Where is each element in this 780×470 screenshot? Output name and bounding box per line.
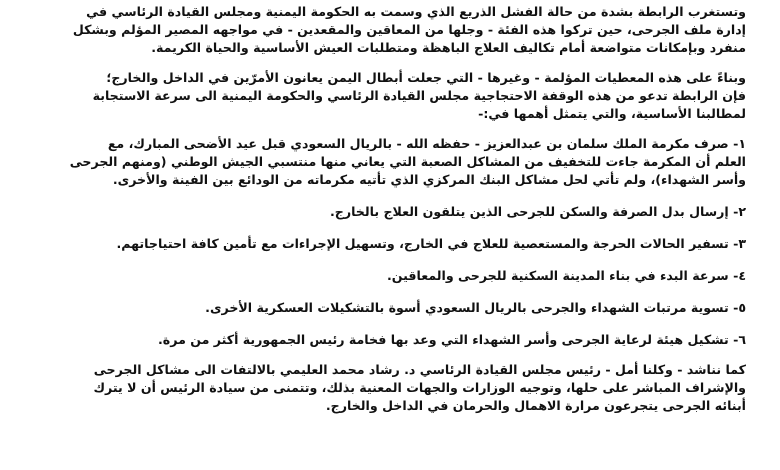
text-line: أبنائه الجرحى يتجرعون مرارة الاهمال والحرمان في الداخل والخارج. bbox=[325, 398, 746, 413]
text-line: وتستغرب الرابطة بشدة من حالة الفشل الذريع الذي وسمت به الحكومة اليمنية ومجلس القيادة الرئاسي في bbox=[86, 4, 746, 19]
text-line: ٣- تسفير الحالات الحرجة والمستعصية للعلاج في الخارج، وتسهيل الإجراءات مع تأمين كافة احتياجاتهم. bbox=[116, 236, 746, 251]
text-line: لمطالبنا الأساسية، والتي يتمثل أهمها في:- bbox=[478, 106, 746, 121]
intro-paragraph bbox=[30, 3, 746, 57]
text-line: وأسر الشهداء)، ولم تأتي لحل مشاكل البنك المركزي الذي تأتيه مكرماته من الودائع بين الفينة والأخرى. bbox=[112, 172, 746, 187]
text-line: والإشراف المباشر على حلها، وتوجيه الوزارات والجهات المعنية بذلك، وتتمنى من سيادة الرئيس أن لا يترك bbox=[93, 380, 746, 395]
text-line: منفرد وبإمكانات متواضعة أمام تكاليف العلاج الباهظة ومتطلبات العيش الأساسية والحياة الكريمة. bbox=[151, 40, 746, 55]
text-line: فإن الرابطة تدعو من هذه الوقفة الاحتجاجية مجلس القيادة الرئاسي والحكومة اليمنية الى سرعة الاستجابة bbox=[92, 88, 746, 103]
demand-item-2 bbox=[30, 203, 746, 221]
text-line: ١- صرف مكرمة الملك سلمان بن عبدالعزيز - حفظه الله - بالريال السعودي قبل عيد الأضحى المبارك، مع bbox=[107, 136, 746, 151]
demand-item-4 bbox=[30, 267, 746, 285]
text-line: إدارة ملف الجرحى، حين تركوا هذه الفئة - وجلها من المعاقين والمقعدين - في مواجهه المصير المؤلم وبشكل bbox=[72, 22, 746, 37]
text-line: ٢- إرسال بدل الصرفة والسكن للجرحى الذين يتلقون العلاج بالخارج. bbox=[329, 204, 746, 219]
demand-item-6 bbox=[30, 331, 746, 349]
demand-item-5 bbox=[30, 299, 746, 317]
text-line: العلم أن المكرمة جاءت للتخفيف من المشاكل الصعبة التي يعاني منها منتسبي الجيش الوطني (ومنهم الجرحى bbox=[69, 154, 746, 169]
demand-item-1 bbox=[30, 135, 746, 189]
text-line: كما نناشد - وكلنا أمل - رئيس مجلس القيادة الرئاسي د. رشاد محمد العليمي بالالتفات الى مشاكل الجرحى bbox=[93, 362, 746, 377]
text-line: ٥- تسوية مرتبات الشهداء والجرحى بالريال السعودي أسوة بالتشكيلات العسكرية الأخرى. bbox=[205, 300, 746, 315]
text-line: ٦- تشكيل هيئة لرعاية الجرحى وأسر الشهداء التي وعد بها فخامة رئيس الجمهورية أكثر من مرة. bbox=[158, 332, 746, 347]
closing-paragraph bbox=[30, 361, 746, 415]
demand-item-3 bbox=[30, 235, 746, 253]
text-line: وبناءً على هذه المعطيات المؤلمة - وغيرها - التي جعلت أبطال اليمن يعانون الأمرّين في الداخل والخارج؛ bbox=[106, 70, 746, 85]
basis-paragraph bbox=[30, 69, 746, 123]
text-line: ٤- سرعة البدء في بناء المدينة السكنية للجرحى والمعاقين. bbox=[386, 268, 746, 283]
